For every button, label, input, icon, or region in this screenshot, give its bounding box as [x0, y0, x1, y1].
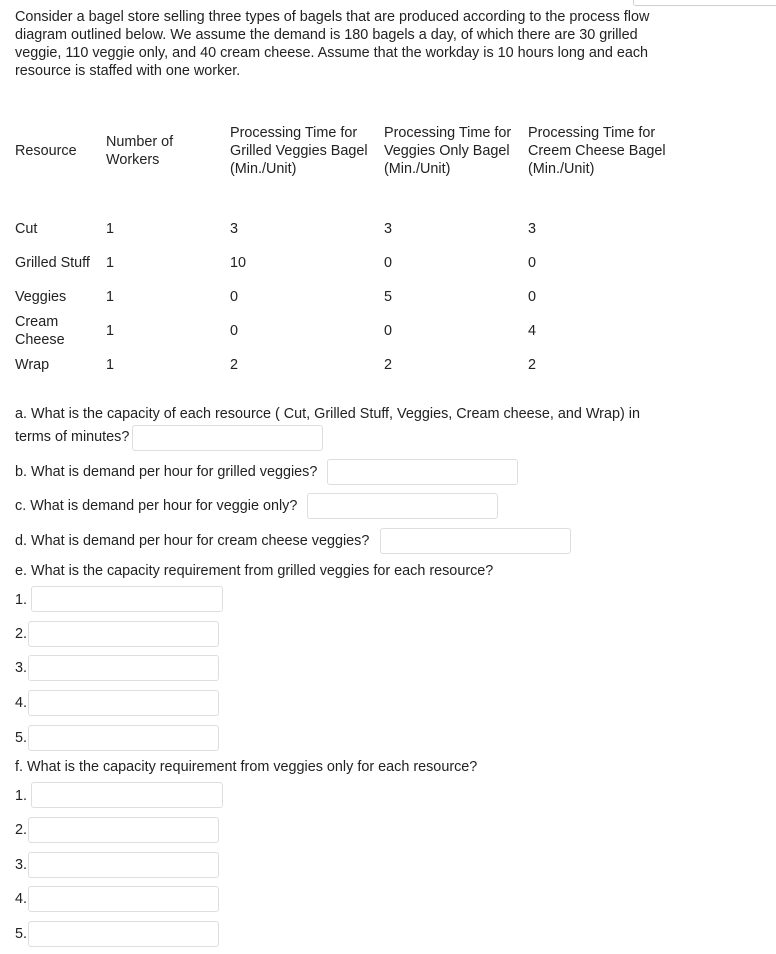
item-number: 2. — [15, 822, 28, 838]
answer-e1-input[interactable] — [31, 586, 223, 612]
table-row-resource: Cream Cheese — [15, 314, 65, 348]
table-cell-cream: 0 — [528, 255, 537, 271]
header-veggie-time: Processing Time for Veggies Only Bagel (Min./Unit) — [384, 125, 512, 177]
answer-f5-input[interactable] — [28, 921, 219, 947]
answer-e3-input[interactable] — [28, 655, 219, 681]
answer-a-input[interactable] — [132, 425, 323, 451]
answer-c-input[interactable] — [307, 493, 498, 519]
table-cell-veggie: 3 — [384, 221, 393, 237]
item-number: 4. — [15, 891, 28, 907]
question-e: e. What is the capacity requirement from grilled veggies for each resource? — [15, 563, 494, 579]
answer-f1-input[interactable] — [31, 782, 223, 808]
question-b: b. What is demand per hour for grilled veggies? — [15, 464, 318, 480]
table-cell-grilled: 3 — [230, 221, 239, 237]
table-cell-workers: 1 — [106, 221, 115, 237]
answer-f4-input[interactable] — [28, 886, 219, 912]
question-a-line2: terms of minutes? — [15, 429, 130, 445]
table-cell-cream: 2 — [528, 357, 537, 373]
table-row-resource: Grilled Stuff — [15, 255, 90, 271]
answer-d-input[interactable] — [380, 528, 571, 554]
table-cell-grilled: 0 — [230, 323, 239, 339]
answer-f2-input[interactable] — [28, 817, 219, 843]
top-answer-input[interactable] — [633, 0, 776, 6]
table-cell-workers: 1 — [106, 289, 115, 305]
item-number: 4. — [15, 695, 28, 711]
table-cell-cream: 4 — [528, 323, 537, 339]
table-cell-cream: 3 — [528, 221, 537, 237]
item-number: 3. — [15, 857, 28, 873]
table-cell-grilled: 2 — [230, 357, 239, 373]
table-cell-grilled: 0 — [230, 289, 239, 305]
table-cell-cream: 0 — [528, 289, 537, 305]
table-row-resource: Cut — [15, 221, 38, 237]
table-cell-workers: 1 — [106, 323, 115, 339]
item-number: 2. — [15, 626, 28, 642]
header-workers: Number of Workers — [106, 134, 174, 168]
answer-e5-input[interactable] — [28, 725, 219, 751]
answer-e4-input[interactable] — [28, 690, 219, 716]
header-cream-time: Processing Time for Creem Cheese Bagel (Min./Unit) — [528, 125, 666, 177]
table-cell-veggie: 0 — [384, 323, 393, 339]
table-cell-workers: 1 — [106, 357, 115, 373]
table-row-resource: Wrap — [15, 357, 50, 373]
answer-b-input[interactable] — [327, 459, 518, 485]
answer-e2-input[interactable] — [28, 621, 219, 647]
answer-f3-input[interactable] — [28, 852, 219, 878]
item-number: 1. — [15, 788, 28, 804]
table-cell-veggie: 0 — [384, 255, 393, 271]
table-cell-workers: 1 — [106, 255, 115, 271]
problem-statement: Consider a bagel store selling three types of bagels that are produced according to the process flow diagram outlined below. We assume the demand is 180 bagels a day, of which there are 30 grilled veggie, 110 veggie only, and 40 cream cheese. Assume that the workday is 10 hours long and each resource is staffed with one worker. — [15, 9, 650, 79]
table-cell-veggie: 2 — [384, 357, 393, 373]
table-cell-veggie: 5 — [384, 289, 393, 305]
item-number: 1. — [15, 592, 28, 608]
header-grilled-time: Processing Time for Grilled Veggies Bagel (Min./Unit) — [230, 125, 368, 177]
header-resource: Resource — [15, 143, 77, 159]
question-f: f. What is the capacity requirement from veggies only for each resource? — [15, 759, 478, 775]
item-number: 5. — [15, 926, 28, 942]
table-cell-grilled: 10 — [230, 255, 247, 271]
question-d: d. What is demand per hour for cream cheese veggies? — [15, 533, 370, 549]
question-c: c. What is demand per hour for veggie only? — [15, 498, 298, 514]
item-number: 3. — [15, 660, 28, 676]
question-a-line1: a. What is the capacity of each resource ( Cut, Grilled Stuff, Veggies, Cream cheese, and Wrap) in — [15, 406, 640, 422]
table-row-resource: Veggies — [15, 289, 67, 305]
item-number: 5. — [15, 730, 28, 746]
